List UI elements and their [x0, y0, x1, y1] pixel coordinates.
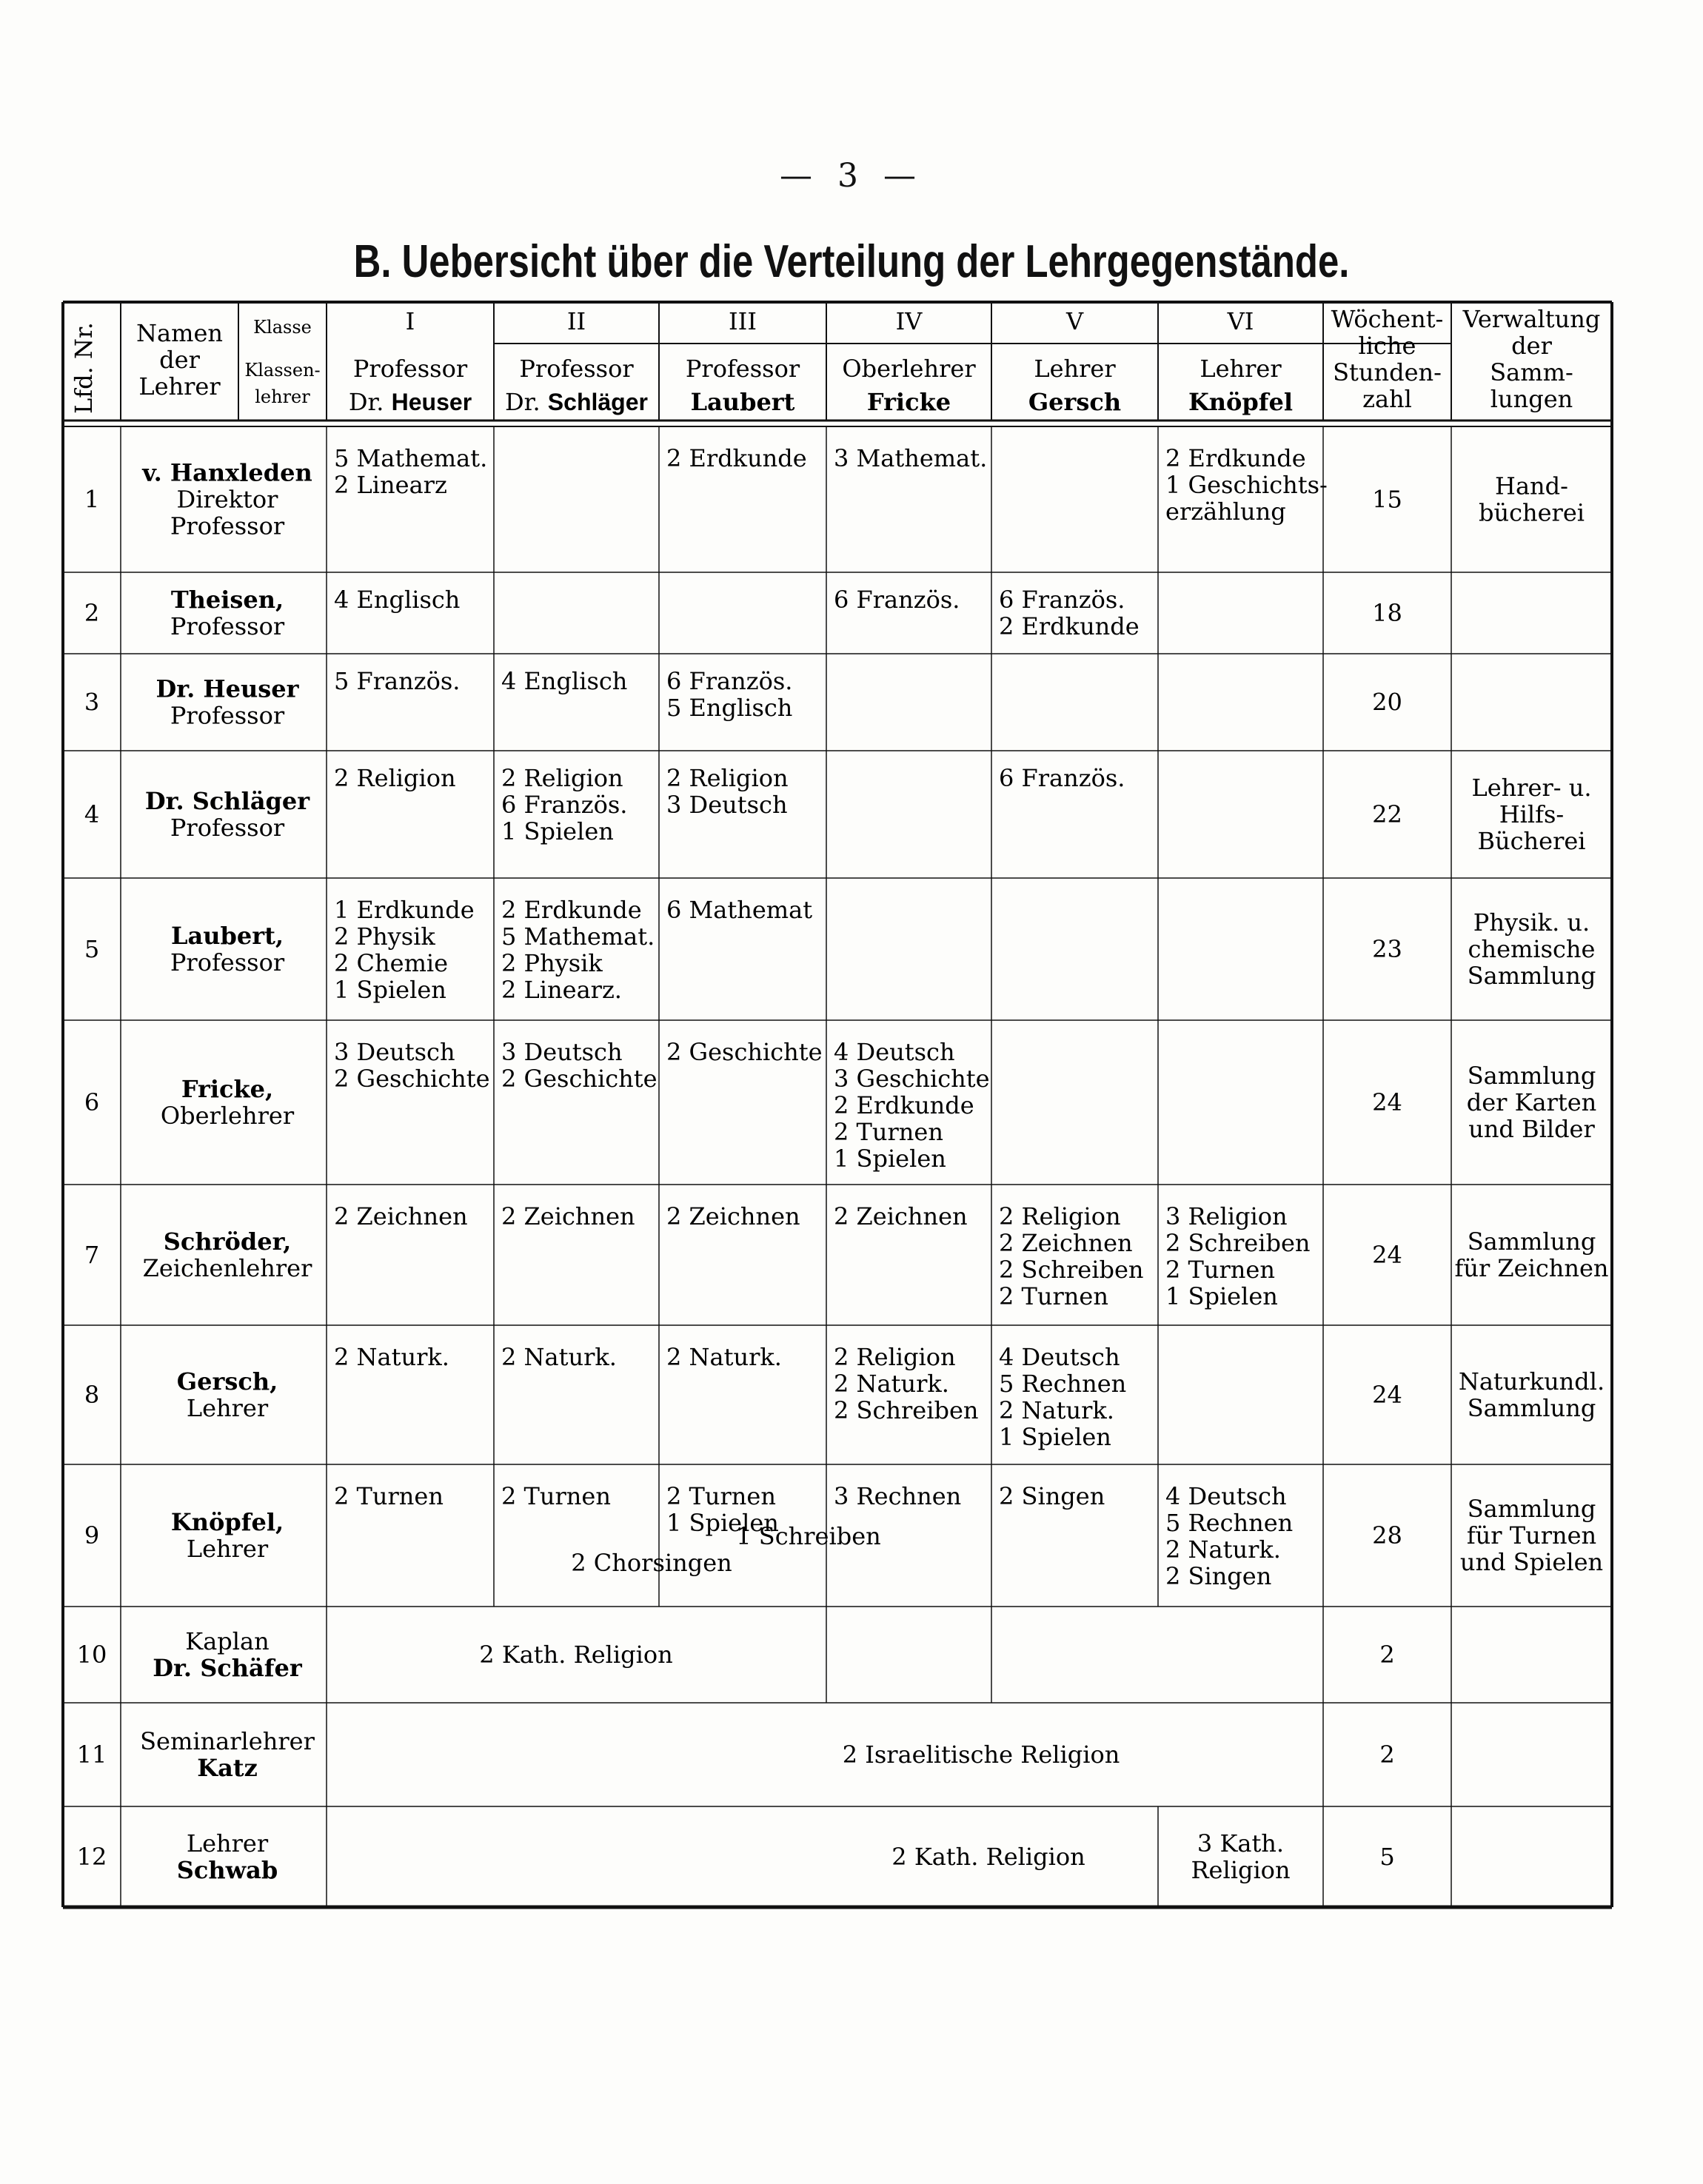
- subject-entry: 3 Religion: [1165, 1202, 1288, 1230]
- subject-entry: 5 Mathemat.: [334, 444, 488, 472]
- row-number: 9: [84, 1521, 100, 1550]
- collection: der Karten: [1466, 1088, 1597, 1117]
- subject-entry: 2 Turnen: [834, 1118, 943, 1146]
- row-number: 2: [84, 599, 100, 628]
- teacher-name: Fricke,: [181, 1075, 274, 1104]
- subject-entry: 2 Religion: [501, 764, 623, 792]
- weekly-hours: 24: [1372, 1381, 1402, 1410]
- header-namen: der: [159, 346, 200, 375]
- subject-entry: 2 Schreiben: [1165, 1229, 1311, 1257]
- subject-entry: 4 Englisch: [501, 667, 628, 695]
- subject-entry: 2 Naturk.: [501, 1343, 617, 1371]
- subject-entry: 1 Spielen: [666, 1509, 779, 1537]
- header-teacher-name: Dr. Heuser: [348, 388, 472, 416]
- subject-entry: 5 Rechnen: [1165, 1509, 1294, 1537]
- collection: Lehrer- u.: [1471, 774, 1592, 803]
- subject-entry: 2 Turnen: [501, 1482, 611, 1510]
- subject-entry: 2 Turnen: [666, 1482, 776, 1510]
- subject-entry: 2 Naturk.: [1165, 1535, 1281, 1564]
- header-wochenstunden: Stunden-: [1333, 358, 1442, 386]
- subject-entry: 2 Israelitische Religion: [842, 1741, 1120, 1769]
- weekly-hours: 24: [1372, 1241, 1402, 1270]
- subject-entry: 2 Erdkunde: [834, 1091, 974, 1119]
- header-wochenstunden: zahl: [1362, 385, 1412, 413]
- subject-entry: 2 Turnen: [999, 1282, 1108, 1310]
- header-klasse: Klasse: [253, 317, 312, 338]
- header-class-I: I: [405, 307, 415, 335]
- subject-entry: 3 Deutsch: [334, 1038, 455, 1066]
- header-teacher-name: Dr. Schläger: [505, 388, 648, 416]
- teacher-name: Katz: [197, 1754, 258, 1783]
- subject-entry: erzählung: [1165, 498, 1286, 526]
- collection: Sammlung: [1467, 1227, 1596, 1256]
- subject-entry: 1 Spielen: [834, 1145, 946, 1173]
- subject-entry: 2 Zeichnen: [334, 1202, 468, 1230]
- subject-entry: 5 Englisch: [666, 694, 793, 722]
- subject-entry: 2 Geschichte: [334, 1065, 490, 1093]
- subject-entry: 2 Naturk.: [834, 1370, 949, 1398]
- teacher-name: Dr. Schäfer: [153, 1654, 302, 1683]
- header-namen: Lehrer: [138, 372, 221, 401]
- subject-entry: 1 Spielen: [1165, 1282, 1278, 1310]
- teacher-name: Dr. Schläger: [144, 787, 310, 816]
- collection: bücherei: [1478, 498, 1585, 527]
- subject-entry: 2 Religion: [666, 764, 789, 792]
- row-number: 5: [84, 935, 100, 964]
- subject-entry: 3 Deutsch: [666, 791, 788, 819]
- collection: Naturkundl.: [1458, 1367, 1605, 1396]
- subject-entry: 1 Spielen: [999, 1423, 1111, 1451]
- teacher-name: Oberlehrer: [160, 1102, 295, 1130]
- teacher-name: Laubert,: [170, 922, 284, 951]
- subject-entry: 4 Deutsch: [834, 1038, 955, 1066]
- collection: und Spielen: [1459, 1548, 1604, 1577]
- subject-entry: 2 Zeichnen: [999, 1229, 1133, 1257]
- collection: und Bilder: [1468, 1115, 1595, 1144]
- teacher-name: v. Hanxleden: [142, 458, 312, 487]
- header-wochenstunden: Wöchent-: [1331, 305, 1444, 333]
- subject-entry: 3 Geschichte: [834, 1065, 990, 1093]
- collection: Sammlung: [1467, 1062, 1596, 1091]
- collection: Hilfs-: [1499, 800, 1565, 829]
- weekly-hours: 2: [1379, 1641, 1395, 1669]
- subject-entry: 2 Turnen: [1165, 1256, 1275, 1284]
- header-teacher-title: Oberlehrer: [842, 355, 976, 383]
- subject-entry: 1 Spielen: [501, 817, 614, 845]
- subject-entry: 2 Geschichte: [501, 1065, 658, 1093]
- subject-entry: 6 Französ.: [999, 586, 1125, 614]
- subject-entry: 2 Zeichnen: [666, 1202, 800, 1230]
- row-number: 11: [76, 1741, 107, 1769]
- subject-entry: 3 Kath.: [1197, 1829, 1285, 1858]
- header-teacher-title: Lehrer: [1200, 355, 1282, 383]
- subject-entry: 2 Chemie: [334, 949, 449, 977]
- subject-entry: 2 Geschichte: [666, 1038, 823, 1066]
- subject-entry: 2 Singen: [999, 1482, 1105, 1510]
- header-wochenstunden: liche: [1358, 332, 1416, 360]
- teacher-name: Professor: [170, 512, 285, 540]
- teacher-name: Schröder,: [163, 1227, 292, 1256]
- teacher-name: Professor: [170, 612, 285, 641]
- weekly-hours: 2: [1379, 1741, 1395, 1769]
- subject-entry: 6 Französ.: [501, 791, 628, 819]
- weekly-hours: 28: [1372, 1521, 1402, 1550]
- collection: Sammlung: [1467, 1495, 1596, 1524]
- subject-entry: 2 Kath. Religion: [891, 1843, 1085, 1872]
- header-teacher-name: Knöpfel: [1188, 388, 1294, 416]
- teacher-name: Professor: [170, 701, 285, 730]
- subject-entry: 3 Mathemat.: [834, 444, 988, 472]
- header-class-II: II: [566, 307, 586, 335]
- teacher-name: Professor: [170, 948, 285, 977]
- collection: für Zeichnen: [1454, 1254, 1609, 1283]
- subject-entry: 2 Turnen: [334, 1482, 444, 1510]
- subject-entry: 2 Singen: [1165, 1562, 1272, 1590]
- subject-entry: 2 Schreiben: [999, 1256, 1144, 1284]
- collection: Sammlung: [1467, 962, 1596, 991]
- subject-entry: 2 Erdkunde: [999, 612, 1140, 640]
- subject-entry: 2 Physik: [501, 949, 603, 977]
- header-verwaltung: Verwaltung: [1462, 305, 1601, 333]
- header-verwaltung: Samm-: [1490, 358, 1573, 386]
- weekly-hours: 24: [1372, 1088, 1402, 1117]
- collection: Sammlung: [1467, 1394, 1596, 1423]
- subject-entry: 2 Zeichnen: [501, 1202, 635, 1230]
- subject-entry: 3 Deutsch: [501, 1038, 623, 1066]
- subject-entry: 4 Deutsch: [999, 1343, 1120, 1371]
- header-class-III: III: [729, 307, 757, 335]
- subject-entry: 6 Französ.: [666, 667, 793, 695]
- subject-entry: 2 Erdkunde: [501, 896, 642, 924]
- subject-entry: 2 Kath. Religion: [479, 1641, 673, 1669]
- teacher-name: Gersch,: [176, 1367, 278, 1396]
- row-number: 4: [84, 800, 100, 829]
- header-teacher-title: Lehrer: [1034, 355, 1116, 383]
- subject-entry: 5 Rechnen: [999, 1370, 1127, 1398]
- header-teacher-name: Laubert: [690, 388, 795, 416]
- teacher-name: Schwab: [176, 1856, 278, 1885]
- header-class-V: V: [1065, 307, 1084, 335]
- subject-entry: 2 Zeichnen: [834, 1202, 968, 1230]
- subject-entry: 6 Französ.: [999, 764, 1125, 792]
- weekly-hours: 20: [1372, 688, 1402, 717]
- header-teacher-title: Professor: [352, 355, 468, 383]
- header-class-IV: IV: [895, 307, 923, 335]
- row-number: 8: [84, 1381, 100, 1410]
- subject-entry: 2 Religion: [834, 1343, 956, 1371]
- header-klassenlehrer: Klassen-: [244, 360, 321, 381]
- row-number: 10: [76, 1641, 107, 1669]
- subject-entry: 5 Mathemat.: [501, 922, 655, 951]
- subject-entry: 2 Naturk.: [334, 1343, 449, 1371]
- teacher-name: Professor: [170, 814, 285, 843]
- row-number: 12: [76, 1843, 107, 1872]
- teacher-name: Zeichenlehrer: [142, 1254, 312, 1283]
- subject-entry: 4 Englisch: [334, 586, 461, 614]
- teacher-name: Lehrer: [186, 1394, 269, 1423]
- subject-entry: 2 Linearz: [334, 471, 447, 499]
- teacher-name: Lehrer: [186, 1829, 269, 1858]
- collection: Physik. u.: [1473, 908, 1590, 937]
- page-title: B. Uebersicht über die Verteilung der Lehrgegenstände.: [353, 236, 1350, 287]
- weekly-hours: 18: [1372, 599, 1402, 628]
- subject-entry: 2 Chorsingen: [571, 1549, 732, 1577]
- subject-entry: 2 Religion: [334, 764, 456, 792]
- weekly-hours: 5: [1379, 1843, 1395, 1872]
- header-teacher-title: Professor: [685, 355, 800, 383]
- collection: Hand-: [1495, 472, 1568, 500]
- teacher-name: Kaplan: [185, 1627, 270, 1656]
- teacher-name: Lehrer: [186, 1535, 269, 1564]
- header-klassenlehrer: lehrer: [255, 386, 310, 407]
- teacher-name: Dr. Heuser: [155, 674, 299, 703]
- header-namen: Namen: [136, 319, 223, 348]
- page-number: — 3 —: [780, 157, 923, 195]
- subject-entry: 6 Französ.: [834, 586, 960, 614]
- header-class-VI: VI: [1227, 307, 1254, 335]
- subject-entry: 6 Mathemat: [666, 896, 813, 924]
- weekly-hours: 15: [1372, 485, 1402, 514]
- teacher-name: Theisen,: [170, 586, 284, 614]
- subject-entry: 2 Erdkunde: [666, 444, 807, 472]
- collection: Bücherei: [1477, 827, 1586, 856]
- subject-entry: Religion: [1191, 1856, 1291, 1885]
- weekly-hours: 22: [1372, 800, 1402, 829]
- weekly-hours: 23: [1372, 935, 1402, 964]
- header-teacher-name: Gersch: [1028, 388, 1122, 416]
- row-number: 6: [84, 1088, 100, 1117]
- header-lfd-nr: Lfd. Nr.: [70, 322, 98, 414]
- subject-entry: 1 Schreiben: [736, 1522, 881, 1550]
- teacher-name: Direktor: [176, 485, 278, 514]
- subject-entry: 1 Geschichts-: [1165, 471, 1328, 499]
- collection: chemische: [1468, 935, 1596, 964]
- subject-entry: 2 Religion: [999, 1202, 1121, 1230]
- header-teacher-title: Professor: [519, 355, 634, 383]
- subject-entry: 5 Französ.: [334, 667, 461, 695]
- subject-entry: 2 Physik: [334, 922, 435, 951]
- teacher-name: Seminarlehrer: [140, 1727, 315, 1756]
- header-verwaltung: der: [1511, 332, 1552, 360]
- teacher-name: Knöpfel,: [170, 1508, 284, 1537]
- subject-entry: 3 Rechnen: [834, 1482, 962, 1510]
- subject-entry: 2 Linearz.: [501, 976, 622, 1004]
- subject-entry: 2 Naturk.: [666, 1343, 782, 1371]
- subject-entry: 2 Erdkunde: [1165, 444, 1306, 472]
- row-number: 1: [84, 485, 100, 514]
- subject-entry: 2 Naturk.: [999, 1396, 1114, 1424]
- row-number: 3: [84, 688, 100, 717]
- header-teacher-name: Fricke: [866, 388, 951, 416]
- subject-entry: 1 Erdkunde: [334, 896, 475, 924]
- collection: für Turnen: [1466, 1521, 1597, 1550]
- row-number: 7: [84, 1241, 100, 1270]
- subject-entry: 4 Deutsch: [1165, 1482, 1287, 1510]
- subject-entry: 1 Spielen: [334, 976, 446, 1004]
- header-verwaltung: lungen: [1490, 385, 1573, 413]
- subject-entry: 2 Schreiben: [834, 1396, 979, 1424]
